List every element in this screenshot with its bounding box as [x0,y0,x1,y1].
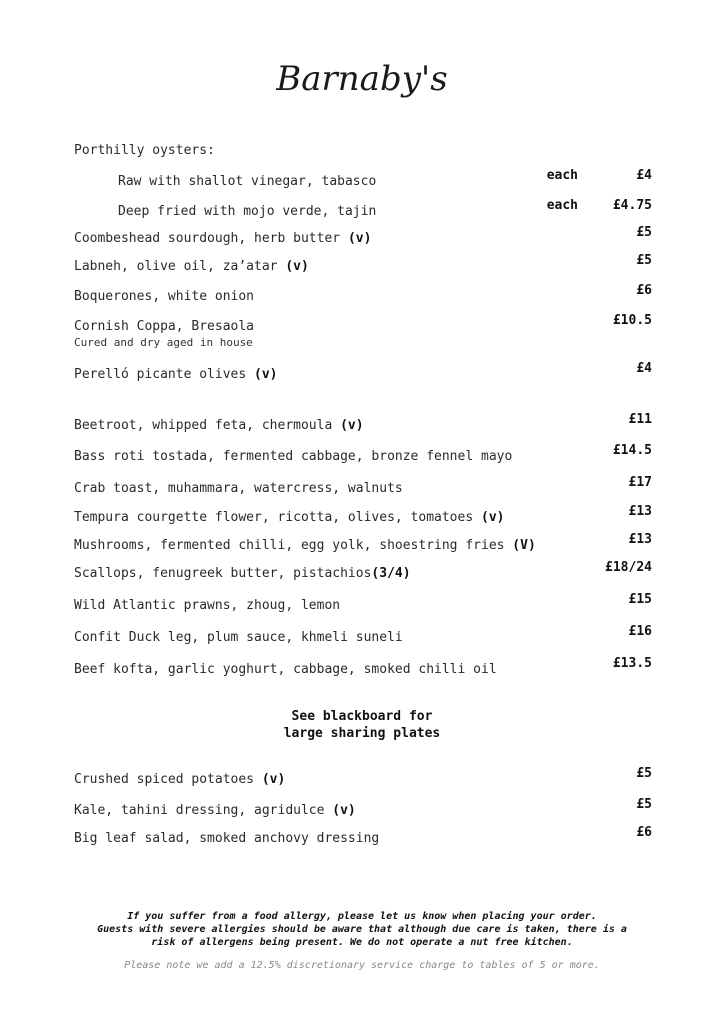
item-price: £10.5 [612,313,652,328]
item-tag: (v) [347,231,372,246]
allergy-line-3: risk of allergens being present. We do not operate a nut free kitchen. [151,937,573,948]
menu-item [74,198,652,222]
item-price: £5 [636,766,652,781]
item-name-text: Coombeshead sourdough, herb butter [74,231,348,246]
item-tag: (3/4) [371,566,411,581]
item-price: £4 [636,168,652,183]
item-price: £4.75 [612,198,652,213]
menu-item [74,825,652,849]
item-name [74,257,309,277]
item-name-text: Mushrooms, fermented chilli, egg yolk, shoestring fries [74,538,513,553]
item-tag: (v) [261,772,286,787]
item-name [74,801,356,821]
item-price: £5 [636,225,652,240]
item-unit: each [546,198,578,213]
item-price: £5 [636,797,652,812]
item-name: Beef kofta, garlic yoghurt, cabbage, smoked chilli oil [74,662,497,677]
item-price: £6 [636,283,652,298]
item-tag: (v) [481,510,505,525]
item-price: £13 [628,504,652,519]
item-name-text: Kale, tahini dressing, agridulce [74,803,333,818]
item-name [74,770,285,790]
item-name-text: Beetroot, whipped feta, chermoula [74,418,341,433]
menu-item [74,797,652,821]
item-name: Crab toast, muhammara, watercress, walnuts [74,481,403,496]
menu-item [74,168,652,192]
brand-logo [0,50,724,114]
menu-item [74,283,652,307]
menu-item [74,592,652,616]
menu-item [74,766,652,790]
allergy-line-1: If you suffer from a food allergy, please let us know when placing your order. [127,911,597,922]
item-price: £5 [636,253,652,268]
item-unit: each [546,168,578,183]
item-name: Boquerones, white onion [74,289,255,304]
oysters-heading [74,141,652,161]
item-name-text: Crushed spiced potatoes [74,772,262,787]
item-tag: (v) [332,803,356,818]
item-name: Cornish Coppa, Bresaola [74,319,255,334]
item-name [74,229,371,249]
item-name [74,365,278,385]
menu-item [74,361,652,385]
item-tag: (v) [254,367,278,382]
item-name [74,508,504,528]
item-price: £16 [628,624,652,639]
menu-item [74,624,652,648]
oysters-heading-text: Porthilly oysters: [74,143,215,158]
menu-item [74,313,652,349]
allergy-line-2: Guests with severe allergies should be aware that although due care is taken, there is a [97,924,627,935]
item-price: £13 [628,532,652,547]
allergy-notice [60,910,664,949]
item-name [74,416,364,436]
item-price: £13.5 [612,656,652,671]
item-price: £15 [628,592,652,607]
item-name: Raw with shallot vinegar, tabasco [118,174,377,189]
item-name: Confit Duck leg, plum sauce, khmeli suneli [74,630,403,645]
menu-item [74,475,652,499]
item-name [74,564,411,584]
item-price: £17 [628,475,652,490]
item-name-text: Labneh, olive oil, za’atar [74,259,286,274]
item-name-text: Scallops, fenugreek butter, pistachios [74,566,372,581]
menu-item [74,532,652,556]
item-name: Wild Atlantic prawns, zhoug, lemon [74,598,341,613]
item-price: £14.5 [612,443,652,458]
blackboard-note [0,708,724,742]
item-name-text: Tempura courgette flower, ricotta, olives, tomatoes [74,510,481,525]
item-tag: (v) [285,259,309,274]
item-name: Bass roti tostada, fermented cabbage, bronze fennel mayo [74,449,513,464]
item-price: £6 [636,825,652,840]
item-tag: (V) [512,538,536,553]
service-charge-note: Please note we add a 12.5% discretionary service charge to tables of 5 or more. [124,960,600,971]
item-price: £11 [628,412,652,427]
blackboard-line-1: See blackboard for [291,709,433,724]
menu-item [74,412,652,436]
menu-item [74,656,652,680]
item-note: Cured and dry aged in house [74,336,253,349]
brand-logo-script [262,50,462,110]
item-price: £18/24 [605,560,652,575]
menu-item [74,443,652,467]
item-tag: (v) [340,418,364,433]
item-price: £4 [636,361,652,376]
menu-item [74,253,652,277]
blackboard-line-2: large sharing plates [283,726,441,741]
item-name [74,536,536,556]
item-name-text: Perelló picante olives [74,367,255,382]
menu-item [74,225,652,249]
menu-item [74,504,652,528]
menu-item [74,560,652,584]
item-name: Deep fried with mojo verde, tajin [118,204,377,219]
brand-name: Barnaby's [276,59,448,99]
item-name: Big leaf salad, smoked anchovy dressing [74,831,380,846]
